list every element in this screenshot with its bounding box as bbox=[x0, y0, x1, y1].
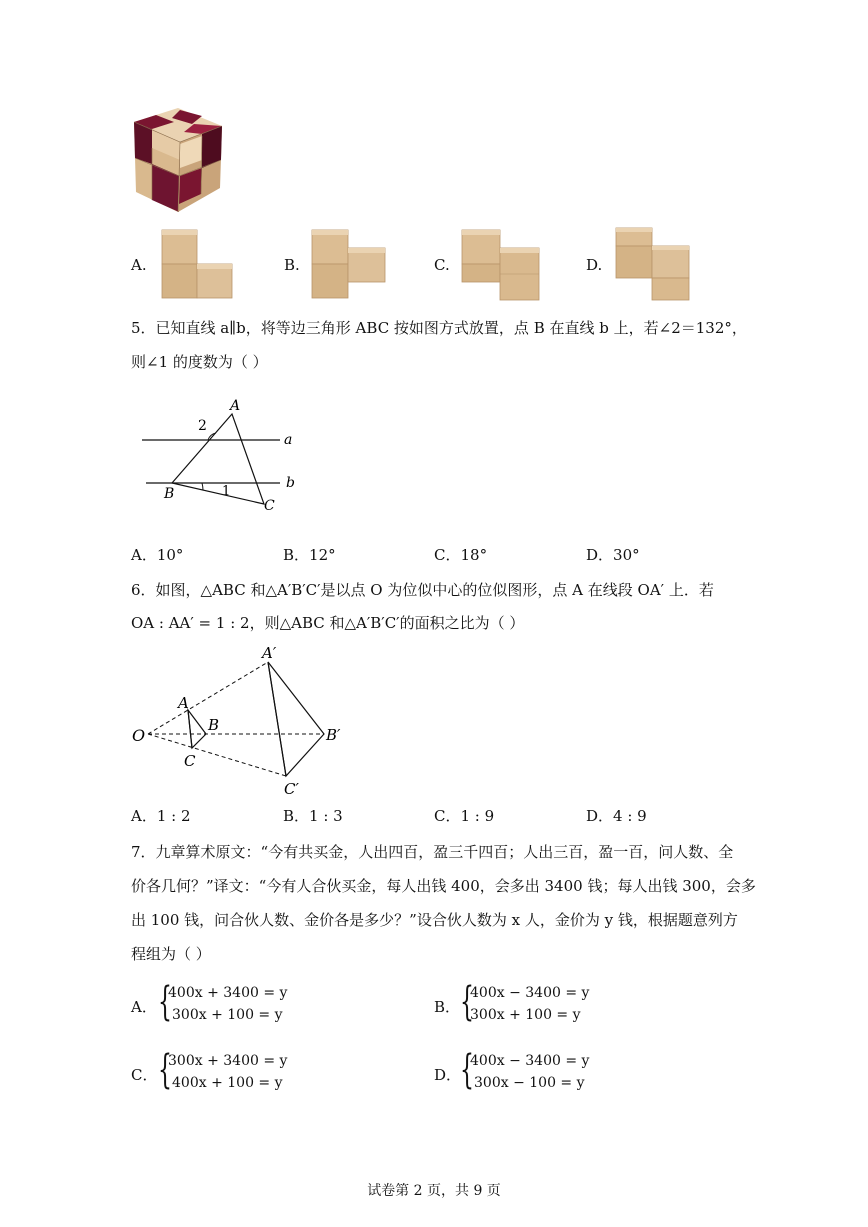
q7-option-c-eq2: 400x + 100 = y bbox=[172, 1075, 283, 1091]
label-B: B bbox=[164, 486, 175, 502]
label-A: A bbox=[178, 694, 189, 712]
q7-option-b-eq1: 400x − 3400 = y bbox=[470, 985, 590, 1001]
ray-oc bbox=[148, 734, 286, 776]
triangle-abc bbox=[172, 414, 264, 504]
q5-stem-line1: 5．已知直线 a∥b，将等边三角形 ABC 按如图方式放置，点 B 在直线 b 上，若∠2＝132°， bbox=[131, 319, 747, 337]
label-a: a bbox=[284, 432, 293, 448]
q7-option-d-label: D． bbox=[434, 1066, 462, 1084]
q7-option-a-eq1: 400x + 3400 = y bbox=[168, 985, 288, 1001]
q6-option-c: C．1 : 9 bbox=[434, 807, 495, 825]
q5-option-d: D．30° bbox=[586, 546, 640, 564]
triangle-abc bbox=[188, 710, 206, 748]
q7-option-b-label: B． bbox=[434, 998, 461, 1016]
q7-option-b-system bbox=[470, 982, 589, 1026]
q5-figure bbox=[136, 394, 306, 514]
q4-option-c-shape bbox=[460, 228, 542, 302]
q7-option-d-eq2: 300x − 100 = y bbox=[474, 1075, 585, 1091]
label-b: b bbox=[286, 475, 295, 491]
q7-option-a-eq2: 300x + 100 = y bbox=[172, 1007, 283, 1023]
q5-option-b: B．12° bbox=[283, 546, 336, 564]
q5-option-a: A．10° bbox=[131, 546, 184, 564]
q7-option-c-eq1: 300x + 3400 = y bbox=[168, 1053, 288, 1069]
q6-figure bbox=[128, 640, 358, 800]
q6-option-d: D．4 : 9 bbox=[586, 807, 647, 825]
q4-option-d-shape bbox=[614, 226, 692, 302]
q5-stem-line2: 则∠1 的度数为（ ） bbox=[131, 353, 268, 371]
label-angle-2: 2 bbox=[198, 418, 207, 434]
q5-option-c: C．18° bbox=[434, 546, 488, 564]
q7-option-a-brace: { bbox=[158, 979, 172, 1025]
label-O: O bbox=[132, 726, 146, 745]
q4-option-a-label: A. bbox=[131, 256, 147, 274]
q7-stem-line2: 价各几何？”译文：“今有人合伙买金，每人出钱 400，会多出 3400 钱；每人出钱 300，会多 bbox=[131, 877, 756, 895]
q7-option-d-brace: { bbox=[460, 1047, 474, 1093]
q7-option-d-system bbox=[470, 1050, 589, 1094]
q7-option-c-system bbox=[168, 1050, 287, 1094]
wooden-puzzle-cube-image bbox=[128, 104, 228, 216]
label-B-prime: B′ bbox=[326, 726, 341, 744]
q6-option-a: A．1 : 2 bbox=[131, 807, 191, 825]
q4-option-b-shape bbox=[310, 228, 388, 300]
angle-1-arc bbox=[202, 483, 203, 490]
q7-option-a-system bbox=[168, 982, 287, 1026]
q7-option-c-brace: { bbox=[158, 1047, 172, 1093]
q7-stem-line1: 7．九章算术原文：“今有共买金，人出四百，盈三千四百；人出三百，盈一百，问人数、全 bbox=[131, 843, 734, 861]
q7-option-c-label: C． bbox=[131, 1066, 158, 1084]
label-A-prime: A′ bbox=[262, 644, 277, 662]
q7-stem-line3: 出 100 钱，问合伙人数、金价各是多少？”设合伙人数为 x 人，金价为 y 钱，根据题意列方 bbox=[131, 911, 738, 929]
q7-option-a-label: A． bbox=[131, 998, 157, 1016]
label-C: C bbox=[264, 498, 275, 514]
q4-option-b-label: B. bbox=[284, 256, 300, 274]
q4-option-c-label: C. bbox=[434, 256, 450, 274]
q6-stem-line1: 6．如图，△ABC 和△A′B′C′是以点 O 为位似中心的位似图形，点 A 在线段 OA′ 上．若 bbox=[131, 581, 714, 599]
q6-stem-line2: OA : AA′ = 1 : 2，则△ABC 和△A′B′C′的面积之比为（ ） bbox=[131, 614, 525, 632]
q7-option-b-eq2: 300x + 100 = y bbox=[470, 1007, 581, 1023]
label-A: A bbox=[230, 398, 241, 414]
label-B: B bbox=[208, 716, 220, 734]
q7-stem-line4: 程组为（ ） bbox=[131, 945, 211, 963]
label-C: C bbox=[184, 752, 196, 770]
q6-option-b: B．1 : 3 bbox=[283, 807, 343, 825]
label-C-prime: C′ bbox=[284, 780, 299, 798]
page-footer: 试卷第 2 页，共 9 页 bbox=[367, 1183, 501, 1199]
q7-option-b-brace: { bbox=[460, 979, 474, 1025]
label-angle-1: 1 bbox=[222, 484, 231, 499]
q4-option-d-label: D. bbox=[586, 256, 603, 274]
q7-option-d-eq1: 400x − 3400 = y bbox=[470, 1053, 590, 1069]
q4-option-a-shape bbox=[160, 228, 234, 300]
